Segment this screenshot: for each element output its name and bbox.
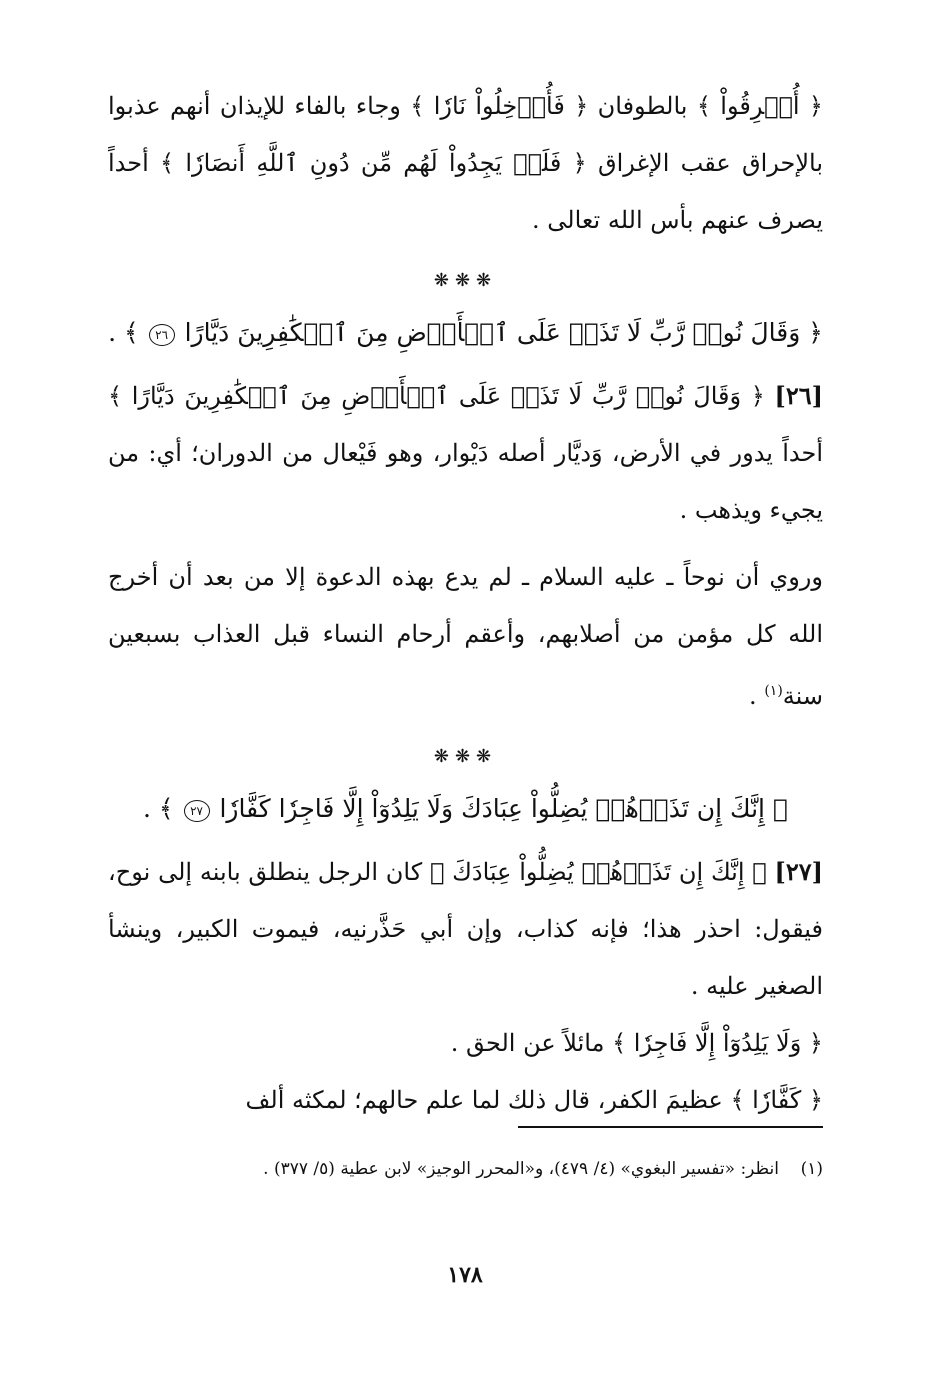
verse-27 <box>108 781 823 837</box>
verse-ref-number: [٢٧] <box>774 857 824 886</box>
footnote-marker: (١) <box>800 1159 823 1179</box>
footnote-reference: (١) <box>764 683 783 699</box>
section-separator: ❋❋❋ <box>433 270 498 291</box>
verse-26 <box>108 305 823 361</box>
narration-end: . <box>749 682 765 710</box>
paragraph-kaffar: ﴿ كَفَّارٗا ﴾ عظيمَ الكفر، قال ذلك لما علم حالهم؛ لمكثه ألف <box>245 1086 823 1114</box>
paragraph-narration <box>108 549 823 725</box>
footnote-divider <box>518 1126 823 1128</box>
verse-26-close: ﴾ . <box>108 318 139 347</box>
section-separator: ❋❋❋ <box>433 746 498 767</box>
narration-text: وروي أن نوحاً ـ عليه السلام ـ لم يدع بهذه الدعوة إلا من بعد أن أخرج الله كل مؤمن من أصلابهم، وأعقم أرحام النساء قبل العذاب بسبعين سنة <box>108 563 823 710</box>
paragraph-verse-27-commentary <box>108 843 823 1015</box>
verse-number-marker: ٢٧ <box>184 800 210 822</box>
paragraph-1: ﴿ أُغۡرِقُواْ ﴾ بالطوفان ﴿ فَأُدۡخِلُواْ نَارٗا ﴾ وجاء بالفاء للإيذان أنهم عذبوا بالإحراق عقب الإغراق ﴿ فَلَمۡ يَجِدُواْ لَهُم مِّن دُونِ ٱللَّهِ أَنصَارٗا ﴾ أحداً يصرف عنهم بأس الله تعالى . <box>108 92 823 234</box>
paragraph-verse-26-commentary <box>108 367 823 539</box>
verse-27-text: ﴿ إِنَّكَ إِن تَذَرۡهُمۡ يُضِلُّواْ عِبَادَكَ وَلَا يَلِدُوٓاْ إِلَّا فَاجِرٗا كَفَّارٗا <box>219 794 788 823</box>
footnote-text: انظر: «تفسير البغوي» (٤/ ٤٧٩)، و«المحرر الوجيز» لابن عطية (٥/ ٣٧٧) . <box>263 1159 779 1179</box>
verse-ref-number: [٢٦] <box>774 381 823 410</box>
verse-26-text: ﴿ وَقَالَ نُوحٞ رَّبِّ لَا تَذَرۡ عَلَى ٱلۡأَرۡضِ مِنَ ٱلۡكَٰفِرِينَ دَيَّارًا <box>184 318 823 347</box>
verse-27-close: ﴾ . <box>143 794 174 823</box>
commentary-text: ﴿ إِنَّكَ إِن تَذَرۡهُمۡ يُضِلُّواْ عِبَادَكَ ﴾ كان الرجل ينطلق بابنه إلى نوح، فيقول: احذر هذا؛ فإنه كذاب، وإن أبي حَذَّرنيه، فيموت الكبير، وينشأ الصغير عليه . <box>108 858 823 1000</box>
commentary-text: ﴿ وَقَالَ نُوحٞ رَّبِّ لَا تَذَرۡ عَلَى ٱلۡأَرۡضِ مِنَ ٱلۡكَٰفِرِينَ دَيَّارًا ﴾ أحداً يدور في الأرض، وَديَّار أصله دَيْوار، وهو فَيْعال من الدوران؛ أي: من يجيء ويذهب . <box>108 382 823 524</box>
page-body <box>108 78 823 1129</box>
footnote <box>108 1152 823 1186</box>
page-number: ١٧٨ <box>447 1262 483 1288</box>
verse-number-marker: ٢٦ <box>149 324 175 346</box>
paragraph-fajir: ﴿ وَلَا يَلِدُوٓاْ إِلَّا فَاجِرٗا ﴾ مائلاً عن الحق . <box>450 1029 823 1057</box>
